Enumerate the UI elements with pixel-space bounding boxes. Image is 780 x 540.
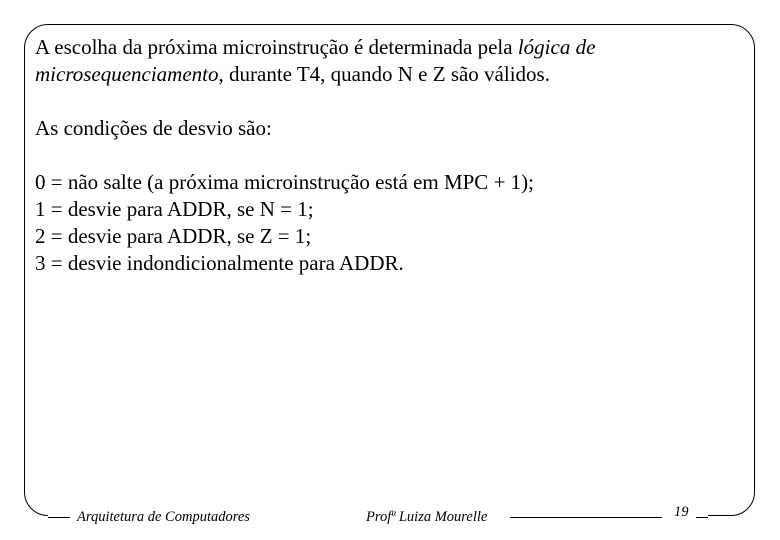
conditions-heading: As condições de desvio são: xyxy=(35,116,272,140)
condition-item: 3 = desvie indondicionalmente para ADDR. xyxy=(35,251,404,275)
intro-line-2 xyxy=(35,61,735,88)
condition-item: 0 = não salte (a próxima microinstrução está em MPC + 1); xyxy=(35,170,534,194)
intro-text-prefix: A escolha da próxima microinstrução é determinada pela xyxy=(35,35,518,59)
footer-course: Arquitetura de Computadores xyxy=(77,509,250,525)
slide-content xyxy=(35,34,735,277)
intro-paragraph xyxy=(35,34,735,88)
footer-rule-left xyxy=(48,517,70,518)
condition-item: 1 = desvie para ADDR, se N = 1; xyxy=(35,197,314,221)
footer-rule-middle xyxy=(510,517,662,518)
condition-item: 2 = desvie para ADDR, se Z = 1; xyxy=(35,224,312,248)
footer-rule-right xyxy=(696,517,708,518)
intro-italic-term-part2: microsequenciamento xyxy=(35,62,219,86)
page-number: 19 xyxy=(674,504,689,520)
intro-text-suffix: , durante T4, quando N e Z são válidos. xyxy=(218,62,550,86)
conditions-list xyxy=(35,169,735,277)
footer-author: Profª Luiza Mourelle xyxy=(366,509,488,525)
intro-italic-term-part1: lógica de xyxy=(517,35,596,59)
intro-line-1 xyxy=(35,34,735,61)
